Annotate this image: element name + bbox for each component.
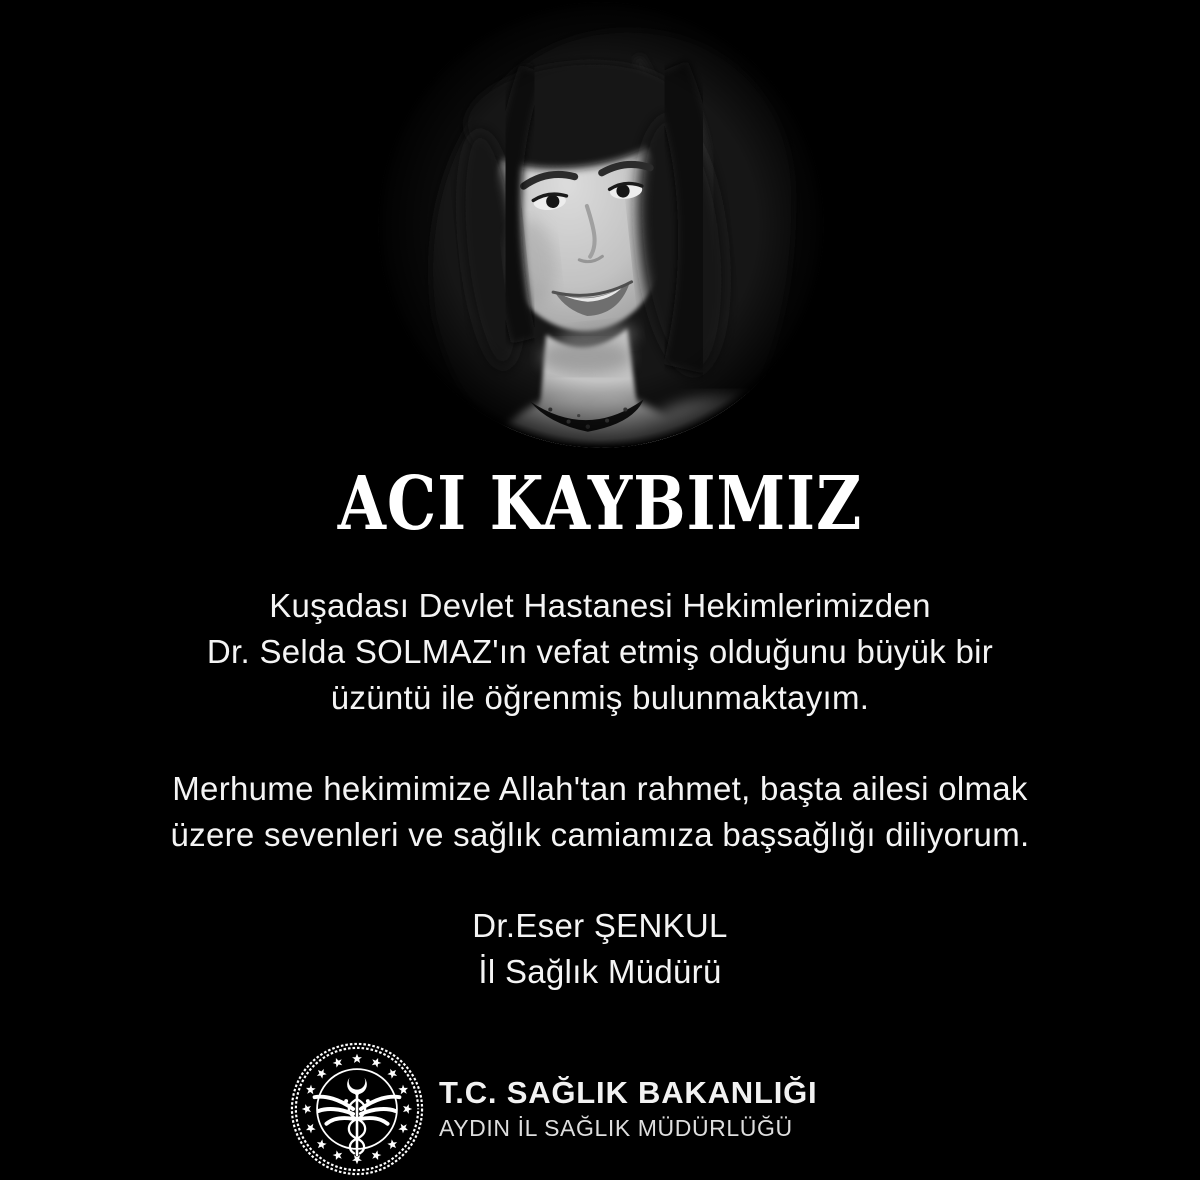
announcement-line-1: Kuşadası Devlet Hastanesi Hekimlerimizden	[269, 587, 931, 624]
portrait-photo-illustration	[378, 2, 824, 448]
announcement-paragraph	[0, 583, 1200, 721]
memorial-portrait	[378, 2, 824, 448]
directorate-name: AYDIN İL SAĞLIK MÜDÜRLÜĞÜ	[439, 1115, 793, 1141]
caduceus-icon	[315, 1091, 400, 1156]
footer-brand	[288, 1040, 817, 1178]
footer-text-block	[439, 1075, 817, 1143]
crescent-icon	[347, 1073, 367, 1094]
condolence-paragraph	[0, 766, 1200, 858]
signature-block	[0, 903, 1200, 995]
poster-title: ACI KAYBIMIZ	[337, 461, 863, 547]
announcement-line-2: Dr. Selda SOLMAZ'ın vefat etmiş olduğunu büyük bir	[206, 633, 994, 670]
ministry-of-health-emblem-icon	[288, 1040, 426, 1178]
condolence-line-1: Merhume hekimimize Allah'tan rahmet, başta ailesi olmak	[172, 770, 1028, 807]
ministry-name: T.C. SAĞLIK BAKANLIĞI	[439, 1075, 818, 1110]
condolence-line-2: üzere sevenleri ve sağlık camiamıza başsağlığı diliyorum.	[170, 816, 1030, 853]
signature-name: Dr.Eser ŞENKUL	[472, 907, 728, 944]
signature-title: İl Sağlık Müdürü	[478, 953, 722, 990]
announcement-line-3: üzüntü ile öğrenmiş bulunmaktayım.	[330, 679, 870, 716]
